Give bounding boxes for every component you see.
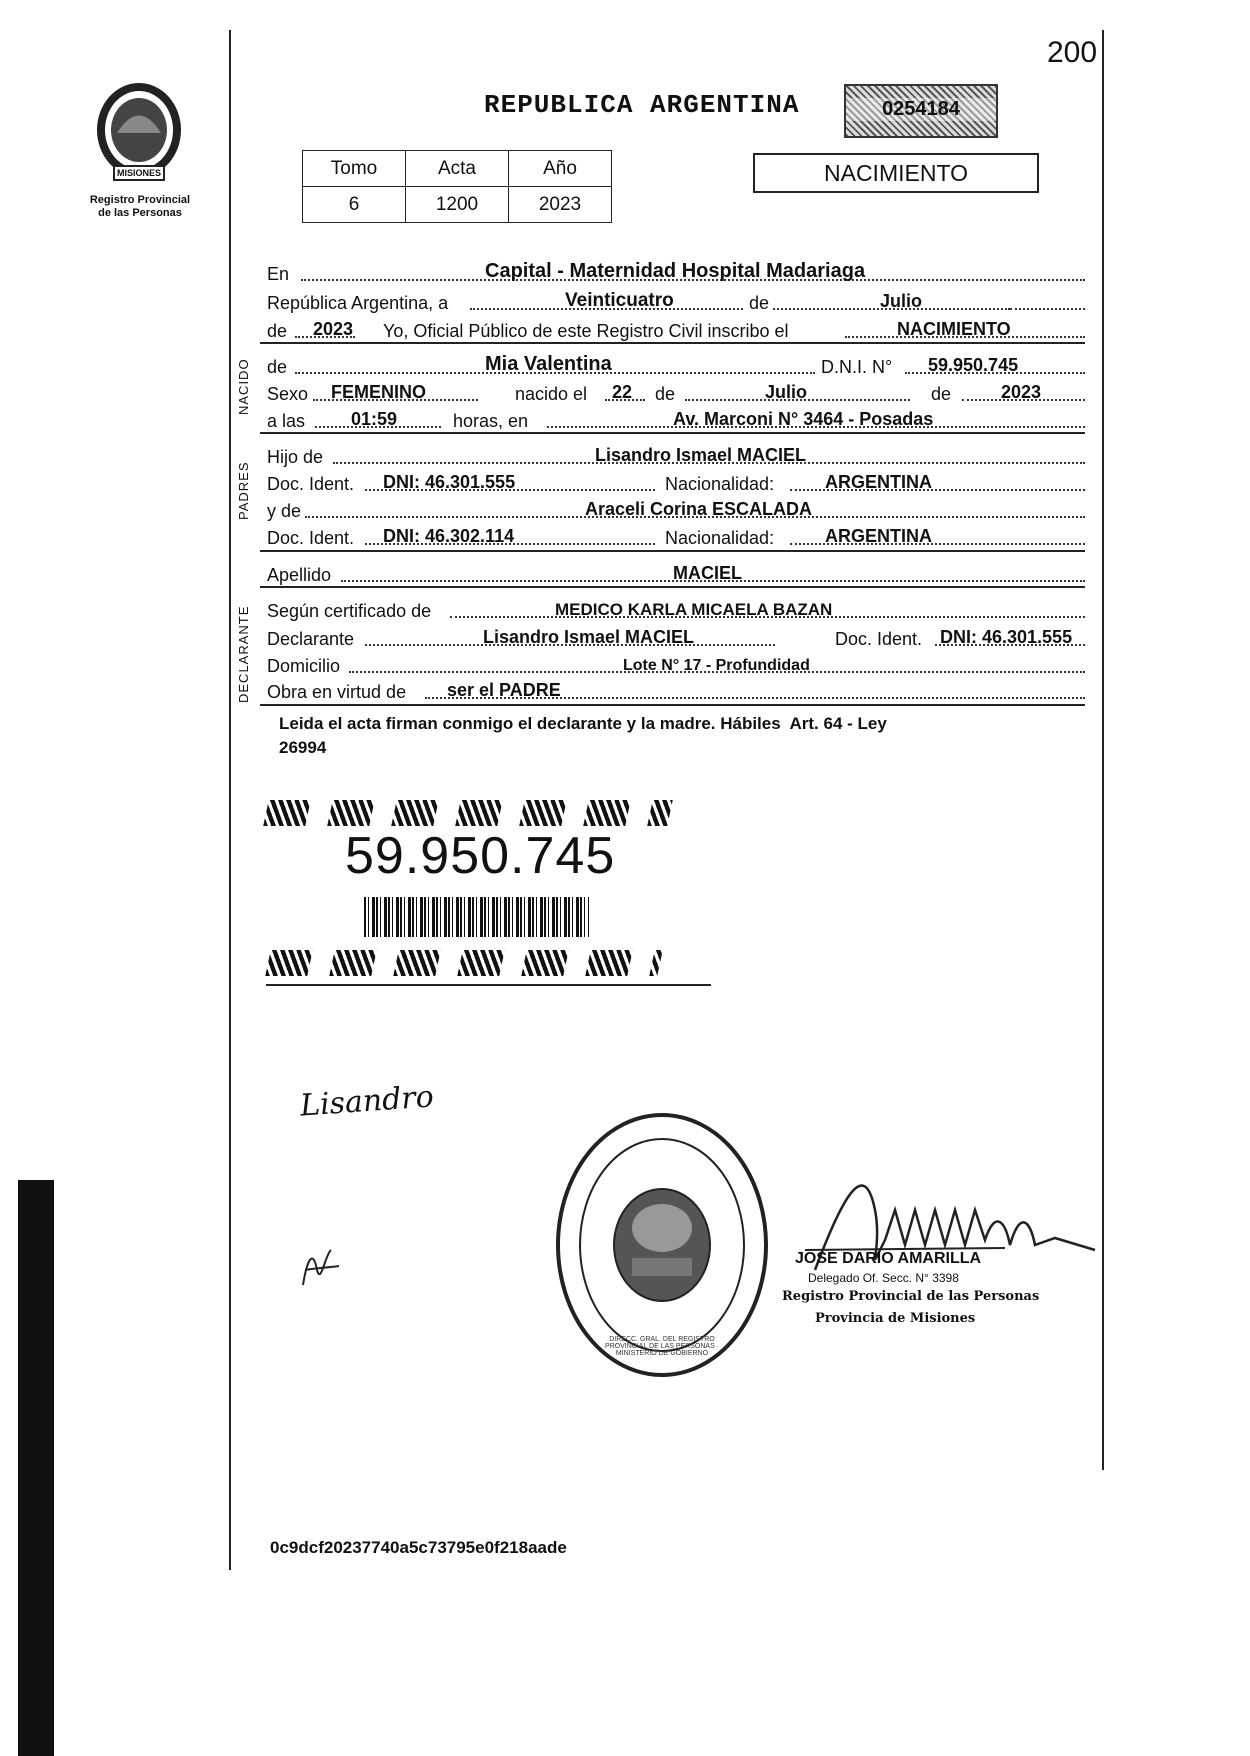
value-declarante: Lisandro Ismael MACIEL [483, 627, 695, 647]
line-certificado [265, 592, 1085, 622]
value-apellido: MACIEL [673, 563, 742, 583]
label-sexo: Sexo [267, 384, 309, 404]
label-nacido-el: nacido el [515, 384, 588, 404]
page-number: 200 [1047, 36, 1098, 69]
separator-1 [260, 342, 1085, 344]
label-doc-ident3: Doc. Ident. [835, 629, 923, 649]
label-segun-certificado: Según certificado de [267, 601, 432, 621]
label-dni: D.N.I. N° [821, 357, 893, 377]
label-en: En [267, 264, 290, 284]
seal-text: DIRECC. GRAL. DEL REGISTRO PROVINCIAL DE LAS PERSONAS · MINISTERIO DE GOBIERNO [604, 1336, 720, 1357]
barcode [364, 897, 589, 937]
value-madre-doc: DNI: 46.302.114 [383, 526, 515, 546]
security-underline [266, 984, 711, 986]
separator-5 [260, 704, 1085, 706]
left-margin-rule [229, 30, 231, 1570]
label-de: de [745, 293, 773, 314]
value-dia-nac: 22 [612, 382, 633, 402]
section-label-declarante: DECLARANTE [236, 605, 251, 703]
record-value-tomo: 6 [303, 187, 406, 223]
value-mes-nac: Julio [765, 382, 808, 402]
value-nombre: Mia Valentina [485, 353, 612, 375]
initials-mark [295, 1240, 345, 1295]
label-domicilio: Domicilio [267, 656, 341, 676]
label-hijo-de: Hijo de [267, 447, 324, 467]
record-header-acta: Acta [406, 151, 509, 187]
value-padre-doc: DNI: 46.301.555 [383, 472, 516, 492]
label-nacionalidad2: Nacionalidad: [665, 528, 775, 548]
value-hora: 01:59 [351, 409, 398, 429]
value-mes: Julio [880, 291, 923, 311]
scan-edge [18, 1180, 54, 1756]
official-title: Delegado Of. Secc. N° 3398 [808, 1271, 959, 1285]
closing-note-line1: Leida el acta firman conmigo el declarante y la madre. Hábiles Art. 64 - Ley [279, 714, 887, 733]
separator-3 [260, 550, 1085, 552]
label-y-de: y de [267, 501, 302, 521]
document-hash: 0c9dcf20237740a5c73795e0f218aade [270, 1538, 567, 1557]
line-anio [265, 312, 1085, 342]
security-stamp [844, 84, 998, 138]
value-sexo: FEMENINO [331, 382, 427, 402]
value-declarante-doc: DNI: 46.301.555 [940, 627, 1073, 647]
label-de-anio2: de [931, 384, 952, 404]
value-certificado: MEDICO KARLA MICAELA BAZAN [555, 600, 833, 619]
line-madre-doc [265, 519, 1085, 549]
value-anio: 2023 [313, 319, 354, 339]
value-padre-nac: ARGENTINA [825, 472, 932, 492]
label-de-mes: de [655, 384, 676, 404]
record-value-anio: 2023 [509, 187, 612, 223]
line-madre [265, 492, 1085, 522]
line-padre-doc [265, 465, 1085, 495]
country-title: REPUBLICA ARGENTINA [484, 90, 800, 120]
label-de-nombre: de [267, 357, 288, 377]
label-doc-ident2: Doc. Ident. [267, 528, 355, 548]
value-madre-nac: ARGENTINA [825, 526, 932, 546]
label-de-anio: de [267, 321, 288, 341]
line-fecha [265, 284, 1085, 314]
label-obra-en-virtud: Obra en virtud de [267, 682, 407, 702]
registry-name-line2: de las Personas [98, 207, 182, 219]
value-direccion: Av. Marconi N° 3464 - Posadas [673, 409, 934, 429]
record-header-anio: Año [509, 151, 612, 187]
separator-4 [260, 586, 1085, 588]
label-horas-en: horas, en [453, 411, 529, 431]
official-seal [552, 1108, 772, 1382]
line-padre [265, 438, 1085, 468]
label-doc-ident: Doc. Ident. [267, 474, 355, 494]
line-declarante [265, 620, 1085, 650]
label-yo-oficial: Yo, Oficial Público de este Registro Civil inscribo el [383, 321, 789, 341]
security-pattern-bottom [268, 950, 660, 976]
separator-2 [260, 432, 1085, 434]
value-anio-nac: 2023 [1001, 382, 1042, 402]
line-hora [265, 402, 1085, 432]
line-virtud [265, 673, 1085, 703]
registry-name-line1: Registro Provincial [89, 194, 191, 206]
label-republica: República Argentina, a [267, 293, 449, 313]
value-padre: Lisandro Ismael MACIEL [595, 445, 807, 465]
section-label-nacido: NACIDO [236, 358, 251, 415]
line-nombre [265, 348, 1085, 378]
closing-note-line2: 26994 [279, 738, 327, 757]
label-a-las: a las [267, 411, 306, 431]
document-type: NACIMIENTO [824, 160, 968, 186]
record-table [302, 150, 612, 223]
official-name: JOSE DARIO AMARILLA [795, 1250, 982, 1267]
registry-emblem [92, 78, 186, 188]
value-domicilio: Lote N° 17 - Profundidad [623, 657, 810, 674]
line-sexo [265, 375, 1085, 405]
official-org: Registro Provincial de las Personas [782, 1289, 1040, 1304]
value-madre: Araceli Corina ESCALADA [585, 499, 813, 519]
emblem-text: MISIONES [116, 168, 161, 178]
value-dia-letras: Veinticuatro [565, 290, 674, 311]
security-pattern-top [266, 800, 670, 826]
value-dni: 59.950.745 [928, 355, 1019, 375]
line-apellido [265, 556, 1085, 586]
value-lugar: Capital - Maternidad Hospital Madariaga [485, 260, 866, 282]
record-value-acta: 1200 [406, 187, 509, 223]
stamp-code: 0254184 [846, 98, 996, 121]
line-lugar [265, 255, 1085, 285]
label-nacionalidad: Nacionalidad: [665, 474, 775, 494]
section-label-padres: PADRES [236, 461, 251, 520]
document-type-box [753, 153, 1039, 193]
value-virtud: ser el PADRE [447, 680, 561, 700]
id-number-large: 59.950.745 [345, 827, 616, 885]
label-declarante: Declarante [267, 629, 355, 649]
value-acto: NACIMIENTO [897, 319, 1011, 339]
label-apellido: Apellido [267, 565, 332, 585]
record-header-tomo: Tomo [303, 151, 406, 187]
signature-declarante: Lisandro [298, 1079, 435, 1124]
official-province: Provincia de Misiones [815, 1311, 976, 1326]
